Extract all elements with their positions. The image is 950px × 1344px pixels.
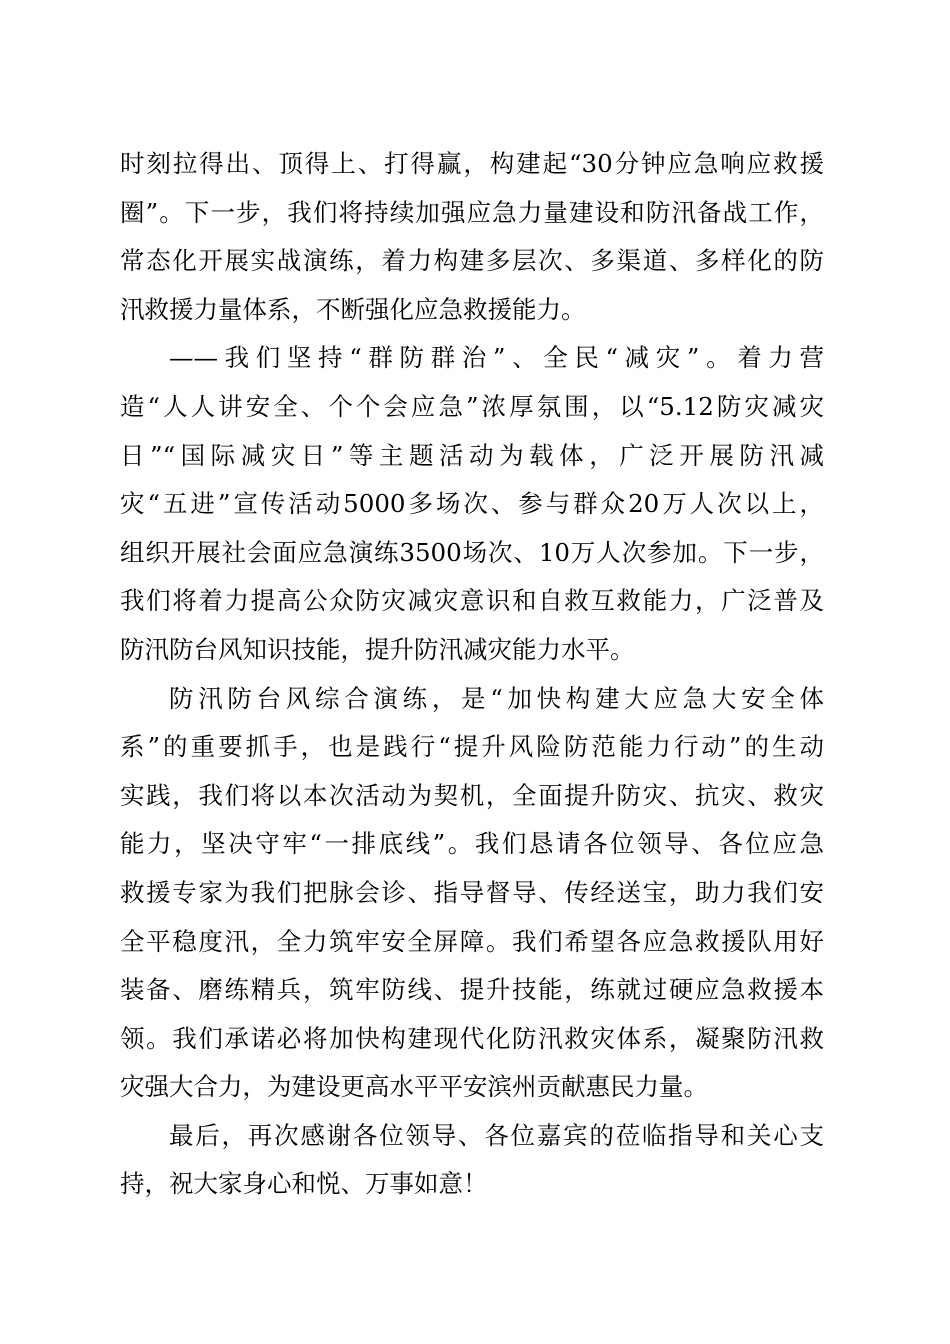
text-line: 造“人人讲安全、个个会应急”浓厚氛围，以“5.12防灾减灾 [120,391,824,421]
text-line: 时刻拉得出、顶得上、打得赢，构建起“30分钟应急响应救援 [120,149,824,178]
text-line: 能力，坚决守牢“一排底线”。我们恳请各位领导、各位应急 [120,829,824,859]
text-line: 系”的重要抓手，也是践行“提升风险防范能力行动”的生动 [120,732,824,762]
text-line: 防汛防台风综合演练，是“加快构建大应急大安全体 [169,683,824,713]
text-line: 日”“国际减灾日”等主题活动为载体，广泛开展防汛减 [120,440,824,470]
text-line: 组织开展社会面应急演练3500场次、10万人次参加。下一步， [120,537,824,567]
text-line: ——我们坚持“群防群治”、全民“减灾”。着力营 [169,343,824,373]
text-line: 汛救援力量体系，不断强化应急救援能力。 [120,294,586,324]
text-line: 灾“五进”宣传活动5000多场次、参与群众20万人次以上， [120,489,824,519]
text-line: 我们将着力提高公众防灾减灾意识和自救互救能力，广泛普及 [120,586,824,616]
text-line: 全平稳度汛，全力筑牢安全屏障。我们希望各应急救援队用好 [120,926,824,956]
text-line: 救援专家为我们把脉会诊、指导督导、传经送宝，助力我们安 [120,877,824,907]
text-line: 常态化开展实战演练，着力构建多层次、多渠道、多样化的防 [120,246,824,276]
text-line: 灾强大合力，为建设更高水平平安滨州贡献惠民力量。 [120,1072,708,1102]
text-line: 领。我们承诺必将加快构建现代化防汛救灾体系，凝聚防汛救 [120,1023,824,1053]
text-line: 最后，再次感谢各位领导、各位嘉宾的莅临指导和关心支 [169,1120,824,1150]
text-line: 实践，我们将以本次活动为契机，全面提升防灾、抗灾、救灾 [120,780,824,810]
text-line: 持，祝大家身心和悦、万事如意！ [120,1169,488,1199]
body-text [120,140,824,1209]
text-line: 圈”。下一步，我们将持续加强应急力量建设和防汛备战工作， [120,197,824,227]
text-line: 装备、磨练精兵，筑牢防线、提升技能，练就过硬应急救援本 [120,975,824,1005]
text-line: 防汛防台风知识技能，提升防汛减灾能力水平。 [120,634,635,664]
